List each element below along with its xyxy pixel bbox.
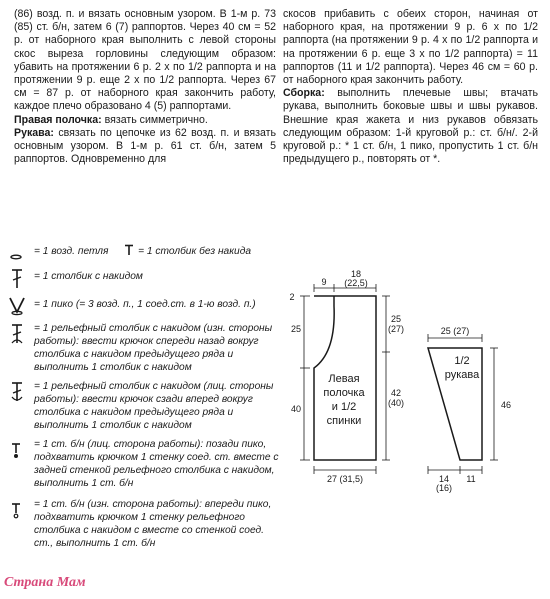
front-bottom-dim: 27 (31,5) xyxy=(326,474,364,484)
right-paragraph: скосов прибавить с обеих сторон, начиная от наборного края, на протяжении 9 р. 6 х по 1/2 раппорта (на протяжении 9 р. 4 х по 1/2 раппорта и на протяжении 6 р. еще 3 х по 1/2 раппорта) = 11 раппортов (11 и 1/2 раппорта). Через 46 см = 60 р. от наборного края закончить работу. xyxy=(283,8,538,87)
front-left-top-dim: 2 xyxy=(289,292,295,302)
legend-sc-wrong-text: = 1 ст. б/н (изн. сторона работы): впереди пико, подхватить крючком 1 стенку рельефного столбика с накидом с вместе со стенкой соед. ст., выполнить 1 ст. б/н xyxy=(34,499,272,549)
front-right-lower-dim: 42 xyxy=(390,388,402,398)
sleeve-paragraph xyxy=(14,127,276,167)
legend-relief-back-text: = 1 рельефный столбик с накидом (изн. стороны работы): ввести крючок спереди назад вокруг столбика с накидом предыдущего ряда и выполнить 1 столбик с накидом xyxy=(34,323,273,373)
front-top-dim: 18 xyxy=(350,269,362,279)
legend-relief-front-text: = 1 рельефный столбик с накидом (лиц. стороны работы): ввести крючок сзади вперед вокруг столбика с накидом предыдущего ряда и выполнить 1 столбик с накидом xyxy=(34,381,274,431)
sleeve-bottom-left-dim-alt: (16) xyxy=(435,483,453,493)
legend-sc-text: = 1 столбик без накида xyxy=(138,246,251,257)
front-label-2: полочка xyxy=(323,387,365,399)
sleeve-top-dim: 25 (27) xyxy=(440,326,470,336)
front-piece xyxy=(289,269,404,484)
front-top-dim-alt: (22,5) xyxy=(344,278,368,288)
front-left-upper-dim: 25 xyxy=(290,324,302,334)
sleeve-bottom-left-dim: 14 xyxy=(438,474,450,484)
front-shoulder-dim: 9 xyxy=(321,277,327,287)
legend-dc-text: = 1 столбик с накидом xyxy=(34,271,143,282)
right-front-title: Правая полочка: xyxy=(14,113,102,126)
legend-picot-text: = 1 пико (= 3 возд. п., 1 соед.ст. в 1-ю возд. п.) xyxy=(34,299,256,310)
sleeve-bottom-right-dim: 11 xyxy=(466,474,476,484)
relief-front-stitch-icon xyxy=(8,380,28,406)
front-right-upper-dim: 25 xyxy=(390,314,402,324)
front-left-lower-dim: 40 xyxy=(290,404,302,414)
front-right-lower-dim-alt: (40) xyxy=(387,398,405,408)
sleeve-title: Рукава: xyxy=(14,126,54,139)
single-crochet-icon xyxy=(123,244,135,256)
sc-wrong-side-icon xyxy=(8,498,28,524)
sleeve-label-1: 1/2 xyxy=(454,355,470,367)
front-label-3: и 1/2 xyxy=(331,401,357,413)
site-watermark: Страна Мам xyxy=(4,575,86,590)
right-front-text: вязать симметрично. xyxy=(101,113,208,126)
left-text-column xyxy=(14,8,276,166)
sleeve-text: связать по цепочке из 62 возд. п. и вязать основным узором. В 1-м р. 61 ст. б/н, затем 5 раппортов. Одновременно для xyxy=(14,126,276,166)
legend-chain-text: = 1 возд. петля xyxy=(34,246,109,257)
sleeve-piece xyxy=(428,326,511,493)
relief-back-stitch-icon xyxy=(8,322,28,348)
sc-right-side-icon xyxy=(8,438,28,464)
right-front-paragraph xyxy=(14,114,276,127)
front-right-upper-dim-alt: (27) xyxy=(387,324,405,334)
sleeve-label-2: рукава xyxy=(444,369,480,381)
legend-sc-right-text: = 1 ст. б/н (лиц. сторона работы): позади пико, подхватить крючком 1 стенку соед. ст. вместе с задней стенкой рельефного столбика с накидом, выполнить 1 ст. б/н xyxy=(34,439,279,489)
left-paragraph: (86) возд. п. и вязать основным узором. В 1-м р. 73 (85) ст. б/н, затем 6 (7) раппортов. Через 40 см = 52 р. от наборного края выполнить с левой стороны скос выреза горловины следующим образом: убавить на протяжении 6 р. 2 х по 1/2 раппорта и на протяжении 9 р. еще 2 х по 1/2 раппорта. Через 67 см = 87 р. от наборного края закончить работу, каждое плечо образовано 4 (5) раппортами. xyxy=(14,8,276,113)
front-label-1: Левая xyxy=(328,373,360,385)
right-text-column xyxy=(283,8,538,166)
assembly-text: выполнить плечевые швы; втачать рукава, выполнить боковые швы и швы рукавов. Внешние края жакета и низ рукавов обвязать следующим образом: 1-й круговой р.: ст. б/н/. 2-й круговой р.: * 1 ст. б/н, 1 пико, пропустить 1 ст. б/н предыдущего р., повторять от *. xyxy=(283,87,538,166)
pattern-diagrams xyxy=(280,260,550,510)
assembly-title: Сборка: xyxy=(283,87,325,100)
sleeve-height-dim: 46 xyxy=(500,400,512,410)
schematic-svg xyxy=(280,260,550,510)
double-crochet-icon xyxy=(8,266,28,292)
assembly-paragraph xyxy=(283,87,538,166)
picot-icon xyxy=(8,292,28,318)
front-label-4: спинки xyxy=(326,415,362,427)
